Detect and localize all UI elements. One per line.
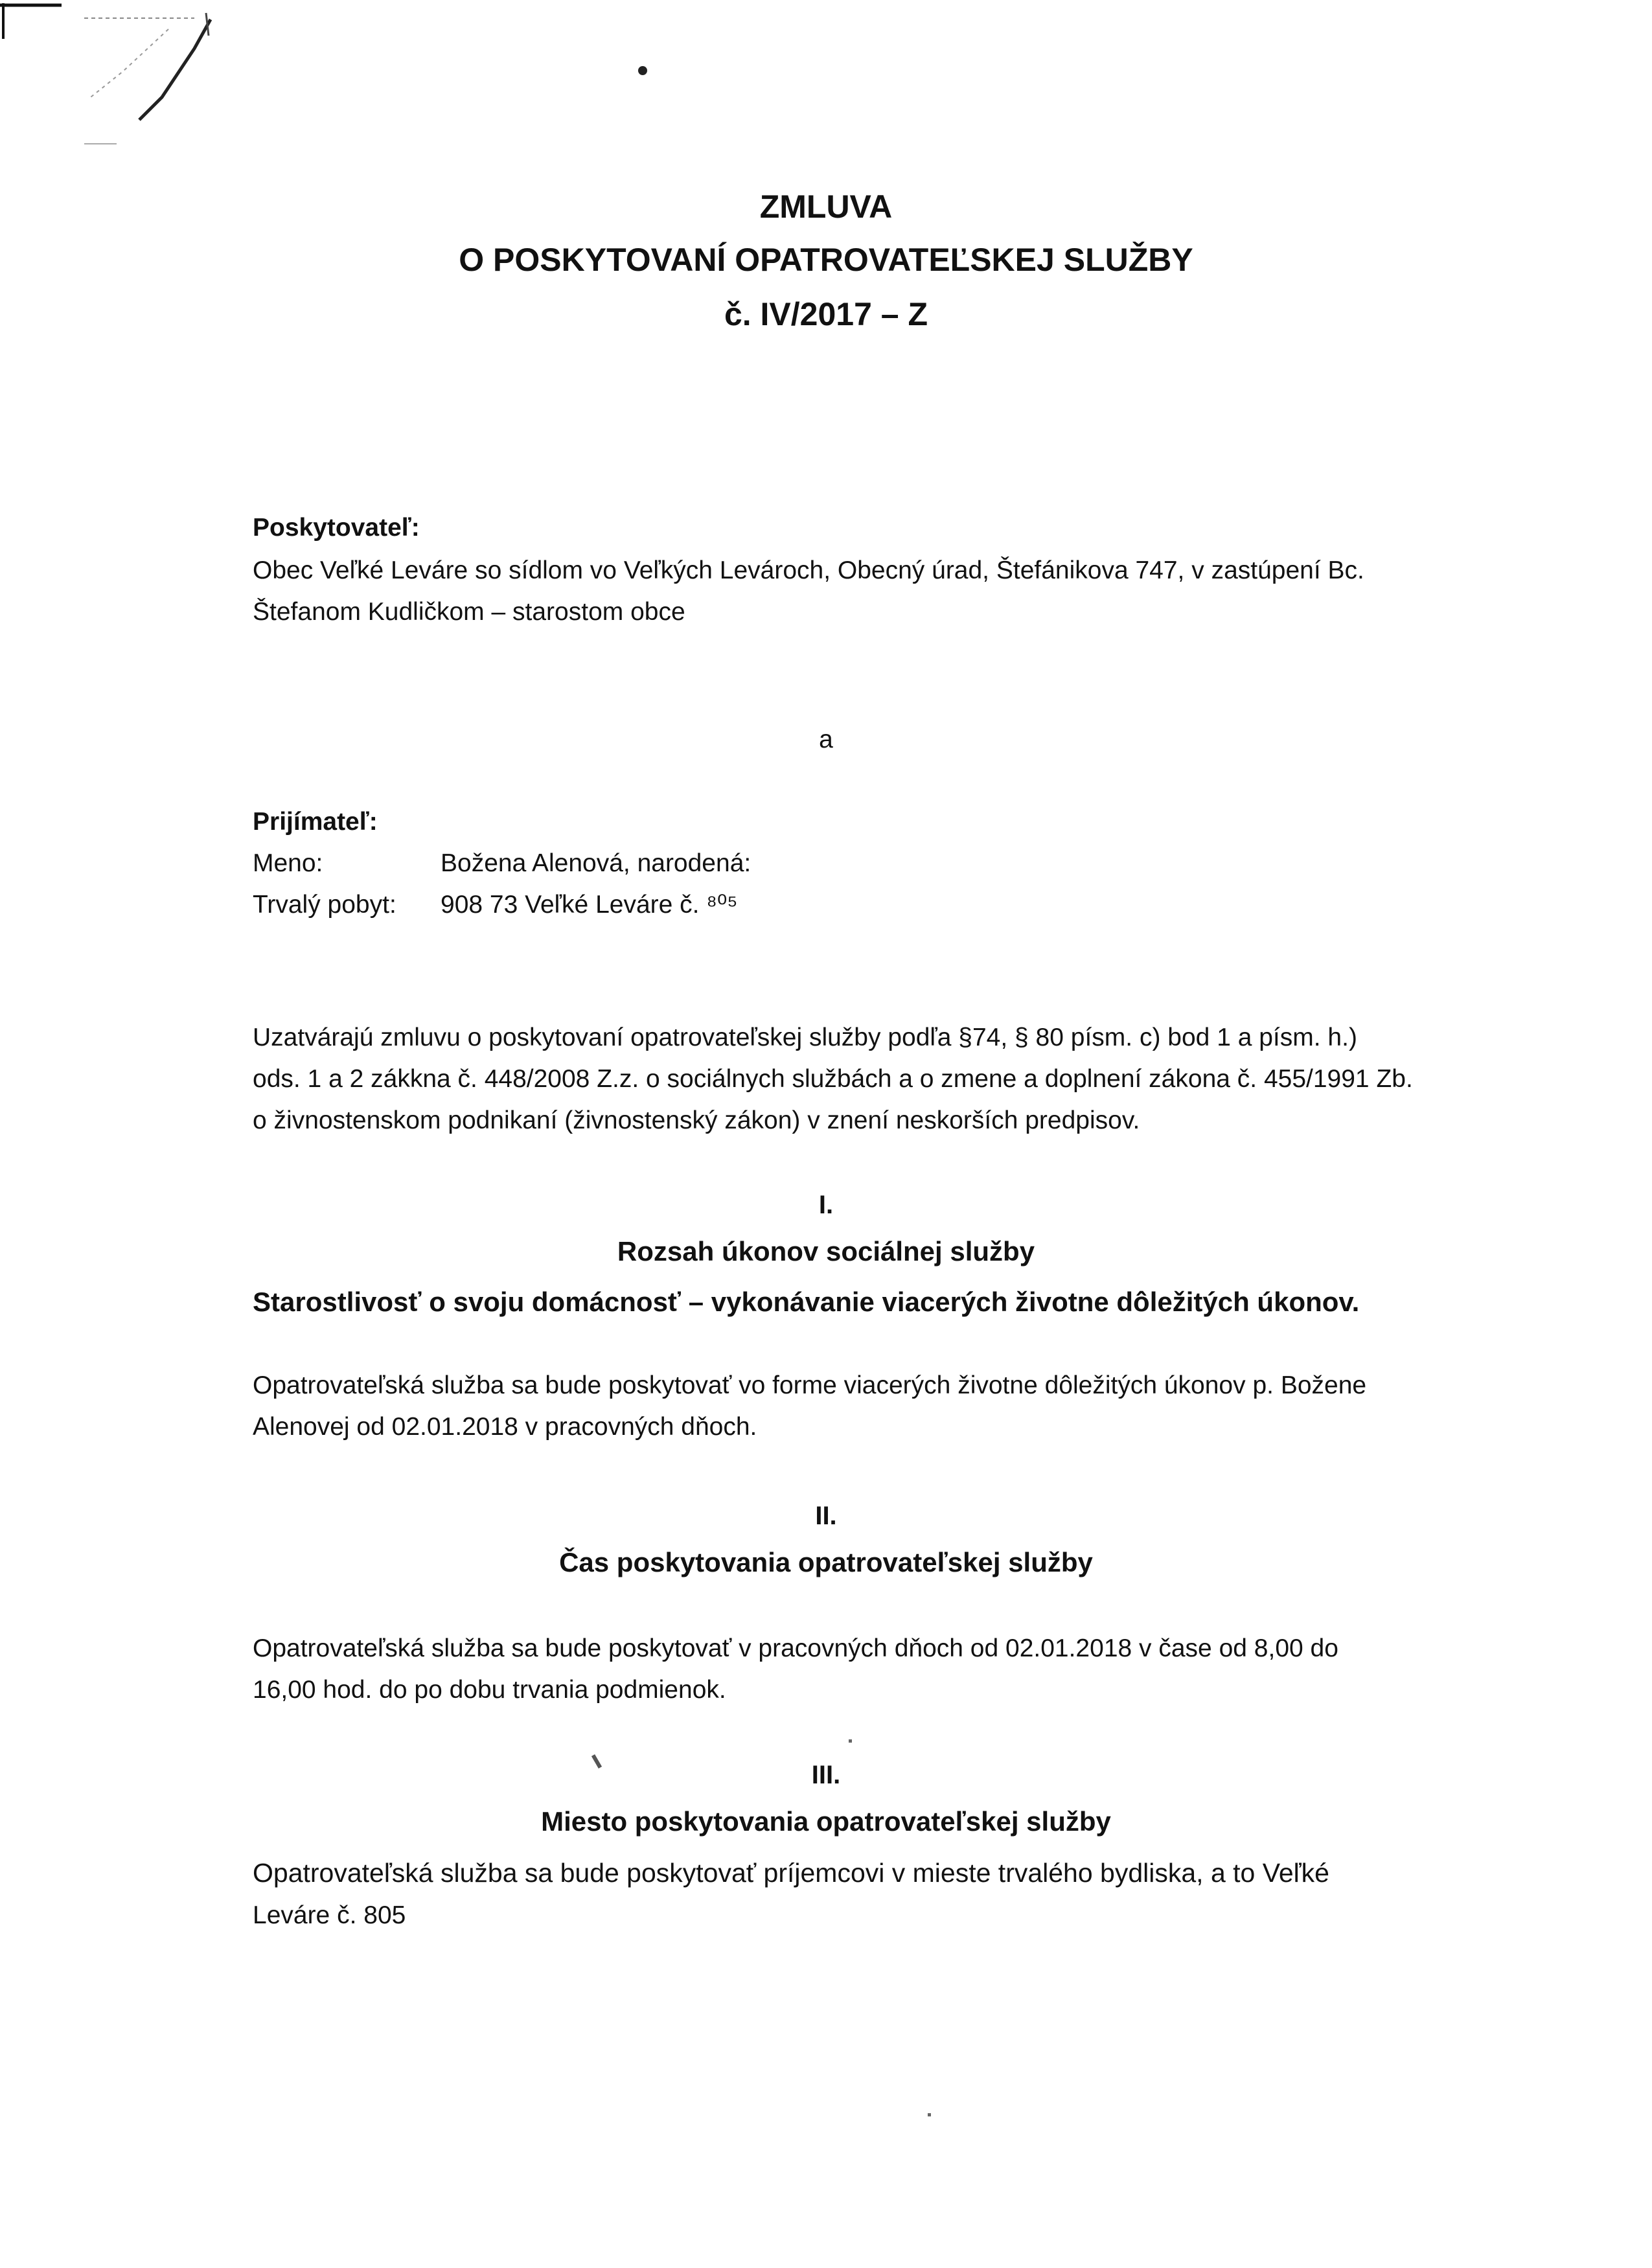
intro-line-3: o živnostenskom podnikaní (živnostenský zákon) v znení neskorších predpisov.	[253, 1106, 1140, 1134]
recipient-name-value: Božena Alenová, narodená:	[441, 849, 751, 877]
provider-line-2: Štefanom Kudličkom – starostom obce	[253, 598, 685, 626]
section-3-number: III.	[811, 1761, 841, 1789]
title-line-2: O POSKYTOVANÍ OPATROVATEĽSKEJ SLUŽBY	[459, 242, 1193, 278]
section-2-title: Čas poskytovania opatrovateľskej služby	[559, 1547, 1093, 1577]
section-1-number: I.	[818, 1191, 834, 1219]
intro-line-2: ods. 1 a 2 zákkna č. 448/2008 Z.z. o sociálnych službách a o zmene a doplnení zákona č. 455/1991 Zb.	[253, 1065, 1413, 1093]
section-1-title: Rozsah úkonov sociálnej služby	[617, 1236, 1035, 1266]
section-2-line-2: 16,00 hod. do po dobu trvania podmienok.	[253, 1676, 726, 1704]
scan-speck	[849, 1739, 852, 1743]
section-2-number: II.	[815, 1502, 837, 1530]
contract-number: č. IV/2017 – Z	[724, 296, 928, 332]
recipient-address-value: 908 73 Veľké Leváre č. ⁸⁰⁵	[441, 891, 738, 919]
section-1-subtitle: Starostlivosť o svoju domácnosť – vykonávanie viacerých životne dôležitých úkonov.	[253, 1287, 1360, 1317]
recipient-address-label: Trvalý pobyt:	[253, 891, 396, 919]
recipient-name-label: Meno:	[253, 849, 323, 877]
section-3-line-2: Leváre č. 805	[253, 1901, 406, 1929]
provider-heading: Poskytovateľ:	[253, 514, 420, 542]
scan-corner-mark	[0, 0, 233, 168]
provider-line-1: Obec Veľké Leváre so sídlom vo Veľkých Levároch, Obecný úrad, Štefánikova 747, v zastúpení Bc.	[253, 556, 1364, 584]
recipient-name-row	[253, 843, 751, 884]
intro-line-1: Uzatvárajú zmluvu o poskytovaní opatrovateľskej služby podľa §74, § 80 písm. c) bod 1 a písm. h.)	[253, 1024, 1357, 1051]
scan-dot	[638, 66, 647, 75]
recipient-heading: Prijímateľ:	[253, 808, 378, 836]
section-3-title: Miesto poskytovania opatrovateľskej služby	[541, 1806, 1111, 1837]
section-2-line-1: Opatrovateľská služba sa bude poskytovať v pracovných dňoch od 02.01.2018 v čase od 8,00 do	[253, 1634, 1338, 1662]
title-line-1: ZMLUVA	[759, 189, 893, 225]
section-1-line-2: Alenovej od 02.01.2018 v pracovných dňoch.	[253, 1413, 757, 1441]
conjunction: a	[819, 726, 833, 753]
recipient-address-row	[253, 884, 738, 926]
section-1-line-1: Opatrovateľská služba sa bude poskytovať vo forme viacerých životne dôležitých úkonov p. Božene	[253, 1371, 1367, 1399]
section-3-line-1: Opatrovateľská služba sa bude poskytovať príjemcovi v mieste trvalého bydliska, a to Veľké	[253, 1858, 1329, 1888]
scan-speck	[928, 2113, 931, 2116]
